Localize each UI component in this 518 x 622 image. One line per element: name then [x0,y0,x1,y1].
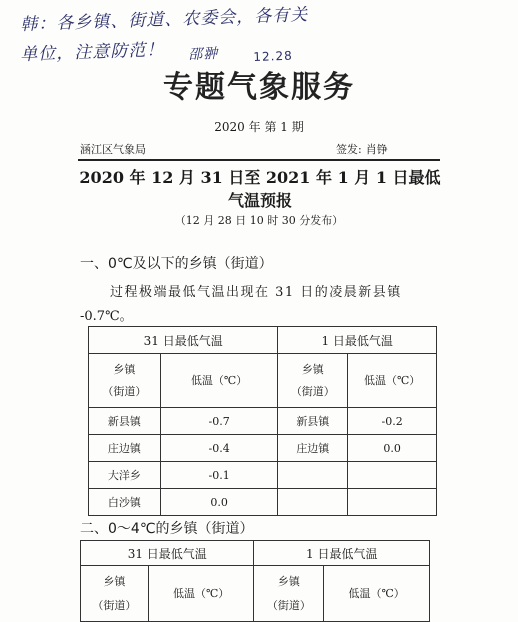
section-2-heading: 二、0～4℃的乡镇（街道） [80,521,254,537]
section-1-heading: 一、0℃及以下的乡镇（街道） [80,256,273,272]
cell-town [278,489,348,516]
table2-col-town-a: 乡镇 （街道） [81,566,149,622]
header-divider [78,159,440,161]
release-time: （12 月 28 日 10 时 30 分发布） [174,214,344,227]
cell-temp: 0.0 [160,489,278,516]
handwritten-date: 12.28 [253,48,293,64]
signer-label: 签发: [336,143,362,156]
cell-temp: -0.4 [160,435,278,462]
cell-town: 庄边镇 [278,435,348,462]
table2-col-temp-a: 低温（℃） [148,566,254,622]
cell-temp: -0.7 [160,408,278,435]
headline-line-1: 2020 年 12 月 31 日至 2021 年 1 月 1 日最低 [79,168,441,187]
table-row [89,408,437,435]
cell-temp [348,489,437,516]
cell-temp: -0.1 [160,462,278,489]
table1-col-town-a: 乡镇 （街道） [89,354,161,408]
cell-town: 新县镇 [89,408,161,435]
table1-col-temp-b: 低温（℃） [348,354,437,408]
signer [336,141,388,157]
issue-number: 2020 年 第 1 期 [214,120,304,134]
cell-town: 白沙镇 [89,489,161,516]
cold-towns-table [80,540,430,622]
table-row [89,489,437,516]
section-1-paragraph-line-1: 过程极端最低气温出现在 31 日的凌晨新县镇 [110,285,402,300]
cell-town: 庄边镇 [89,435,161,462]
section-1-paragraph-line-2: -0.7℃。 [80,309,133,324]
headline-line-2: 气温预报 [227,191,292,210]
cell-temp [348,462,437,489]
table1-col-temp-a: 低温（℃） [160,354,278,408]
table1-group-31st: 31 日最低气温 [89,327,278,354]
freezing-towns-table [88,326,437,516]
table2-group-31st: 31 日最低气温 [81,541,254,566]
cell-town [278,462,348,489]
signer-name: 肖铮 [365,143,388,156]
table2-col-temp-b: 低温（℃） [324,566,430,622]
table2-col-town-b: 乡镇 （街道） [254,566,324,622]
table-row [89,435,437,462]
cell-temp: -0.2 [348,408,437,435]
table1-col-town-b: 乡镇 （街道） [278,354,348,408]
cell-town: 大洋乡 [89,462,161,489]
document-title: 专题气象服务 [163,70,355,105]
handwritten-signature: 邵翀 [188,45,219,63]
table2-group-1st: 1 日最低气温 [254,541,430,566]
issuing-organization: 涵江区气象局 [80,143,146,156]
table-row [89,462,437,489]
handwritten-instruction-line-1: 韩：各乡镇、街道、农委会，各有关 [20,4,309,35]
table1-group-1st: 1 日最低气温 [278,327,437,354]
handwritten-instruction-line-2: 单位，注意防范！ [20,39,165,65]
cell-temp: 0.0 [348,435,437,462]
cell-town: 新县镇 [278,408,348,435]
